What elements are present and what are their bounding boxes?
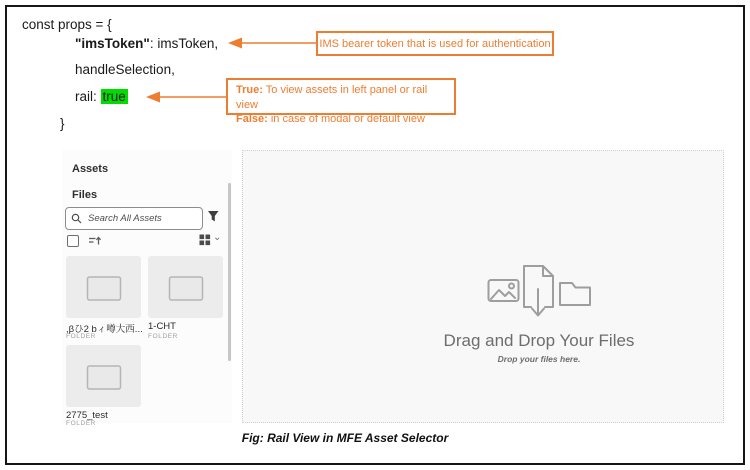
folder-icon — [84, 271, 124, 303]
code-imstoken-value: : imsToken, — [149, 36, 219, 51]
grid-view-icon — [199, 234, 211, 246]
rail-toolbar — [62, 234, 232, 250]
ims-note-text: IMS bearer token that is used for authentication — [319, 37, 551, 50]
search-icon — [71, 213, 82, 224]
files-section-label: Files — [72, 189, 98, 201]
rail-note-false-text: in case of modal or default view — [267, 113, 425, 125]
filter-icon[interactable] — [207, 210, 221, 225]
ims-arrow — [228, 38, 316, 49]
sort-order-icon[interactable] — [88, 235, 102, 247]
code-rail-value-highlight: true — [102, 89, 126, 104]
select-all-checkbox[interactable] — [67, 235, 79, 247]
folder-name: 2775_test — [66, 410, 108, 421]
rail-note-true-text: To view assets in left panel or rail view — [236, 84, 428, 111]
assets-panel-title: Assets — [72, 163, 109, 175]
dropzone-title: Drag and Drop Your Files — [443, 331, 635, 350]
image-icon — [489, 280, 519, 301]
view-switcher[interactable] — [199, 234, 221, 246]
dropzone-illustration — [487, 263, 592, 321]
folder-type-label: FOLDER — [148, 333, 178, 340]
search-box — [65, 207, 203, 230]
code-line-imstoken — [75, 36, 218, 52]
folder-icon — [84, 360, 124, 392]
code-rail-key: rail: — [75, 89, 101, 104]
rail-scrollbar[interactable] — [228, 183, 231, 361]
code-line-rail — [75, 89, 128, 105]
figure-caption: Fig: Rail View in MFE Asset Selector — [241, 431, 449, 445]
code-closing-brace: } — [60, 116, 65, 131]
code-line-handleselection: handleSelection, — [75, 62, 175, 77]
folder-name: ,βひ2 bィ噂大西... — [66, 324, 143, 335]
folder-name: 1-CHT — [148, 321, 176, 332]
rail-note-line-false — [236, 112, 446, 127]
rail-note-line-true — [236, 83, 446, 112]
search-input[interactable] — [65, 207, 203, 230]
folder-card[interactable] — [66, 256, 141, 318]
rail-note-false-label: False: — [236, 113, 268, 125]
asset-selector-rail — [62, 150, 232, 427]
rail-note-box — [226, 78, 456, 125]
folder-type-label: FOLDER — [66, 420, 96, 427]
code-line-const: const props = { — [22, 17, 112, 32]
folder-outline-icon — [560, 283, 590, 305]
folder-icon — [166, 271, 206, 303]
folder-card[interactable] — [66, 345, 141, 407]
ims-note-box — [316, 31, 554, 56]
dropzone-subtitle: Drop your files here. — [497, 354, 581, 364]
folder-type-label: FOLDER — [66, 333, 96, 340]
folder-card[interactable] — [148, 256, 223, 318]
code-imstoken-key: "imsToken" — [75, 36, 150, 51]
chevron-down-icon: ⌄ — [213, 232, 222, 243]
dropzone-panel[interactable] — [242, 150, 724, 423]
rail-true-arrow — [146, 92, 226, 103]
rail-note-true-label: True: — [236, 84, 263, 96]
document-download-icon — [524, 266, 553, 316]
